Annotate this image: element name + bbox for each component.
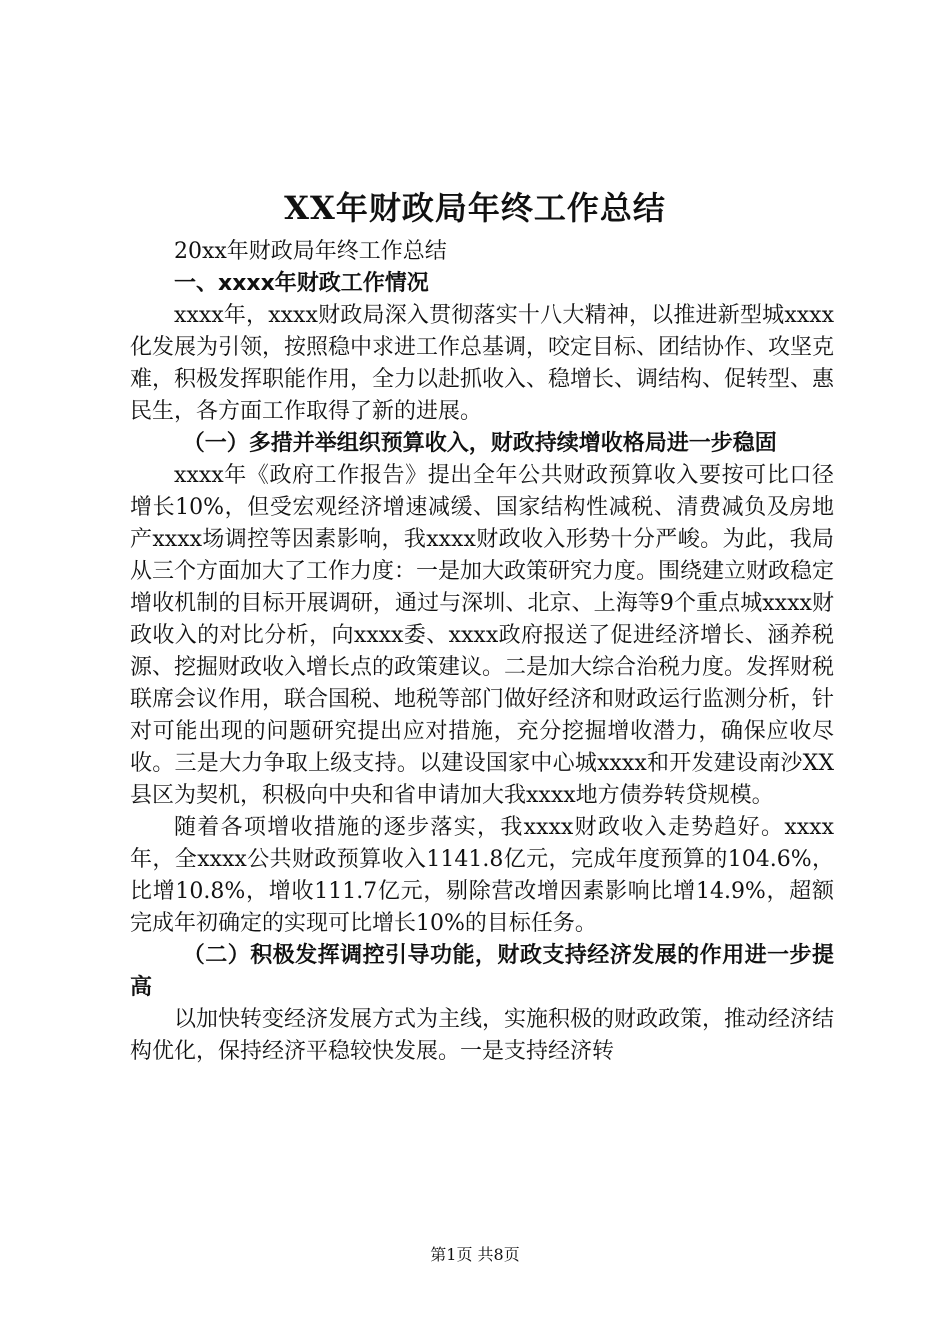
subtitle-paragraph: 20xx年财政局年终工作总结 <box>174 239 447 264</box>
subsection-heading: （一）多措并举组织预算收入，财政持续增收格局进一步稳固 <box>182 431 777 456</box>
body-paragraph: xxxx年《政府工作报告》提出全年公共财政预算收入要按可比口径增长10%，但受宏观经济增速减缓、国家结构性减税、清费减负及房地产xxxx场调控等因素影响，我xxxx财政收入形势十分严峻。为此，我局从三个方面加大了工作力度：一是加大政策研究力度。围绕建立财政稳定增收机制的目标开展调研，通过与深圳、北京、上海等9个重点城xxxx财政收入的对比分析，向xxxx委、xxxx政府报送了促进经济增长、涵养税源、挖掘财政收入增长点的政策建议。二是加大综合治税力度。发挥财税联席会议作用，联合国税、地税等部门做好经济和财政运行监测分析，针对可能出现的问题研究提出应对措施，充分挖掘增收潜力，确保应收尽收。三是大力争取上级支持。以建设国家中心城xxxx和开发建设南沙XX县区为契机，积极向中央和省申请加大我xxxx地方债券转贷规模。 <box>130 463 835 808</box>
subsection-heading: （二）积极发挥调控引导功能，财政支持经济发展的作用进一步提高 <box>130 943 834 1000</box>
body-paragraph: xxxx年，xxxx财政局深入贯彻落实十八大精神，以推进新型城xxxx化发展为引领，按照稳中求进工作总基调，咬定目标、团结协作、攻坚克难，积极发挥职能作用，全力以赴抓收入、稳增长、调结构、促转型、惠民生，各方面工作取得了新的进展。 <box>130 303 835 424</box>
section-heading: 一、xxxx年财政工作情况 <box>174 271 429 296</box>
document-body <box>130 236 834 1068</box>
document-title: XX年财政局年终工作总结 <box>284 189 666 227</box>
body-paragraph: 以加快转变经济发展方式为主线，实施积极的财政政策，推动经济结构优化，保持经济平稳较快发展。一是支持经济转 <box>130 1007 835 1064</box>
body-paragraph: 随着各项增收措施的逐步落实，我xxxx财政收入走势趋好。xxxx年，全xxxx公共财政预算收入1141.8亿元，完成年度预算的104.6%，比增10.8%，增收111.7亿元，剔除营改增因素影响比增14.9%，超额完成年初确定的实现可比增长10%的目标任务。 <box>130 815 834 936</box>
page-number-footer: 第1页 共8页 <box>430 1245 520 1264</box>
